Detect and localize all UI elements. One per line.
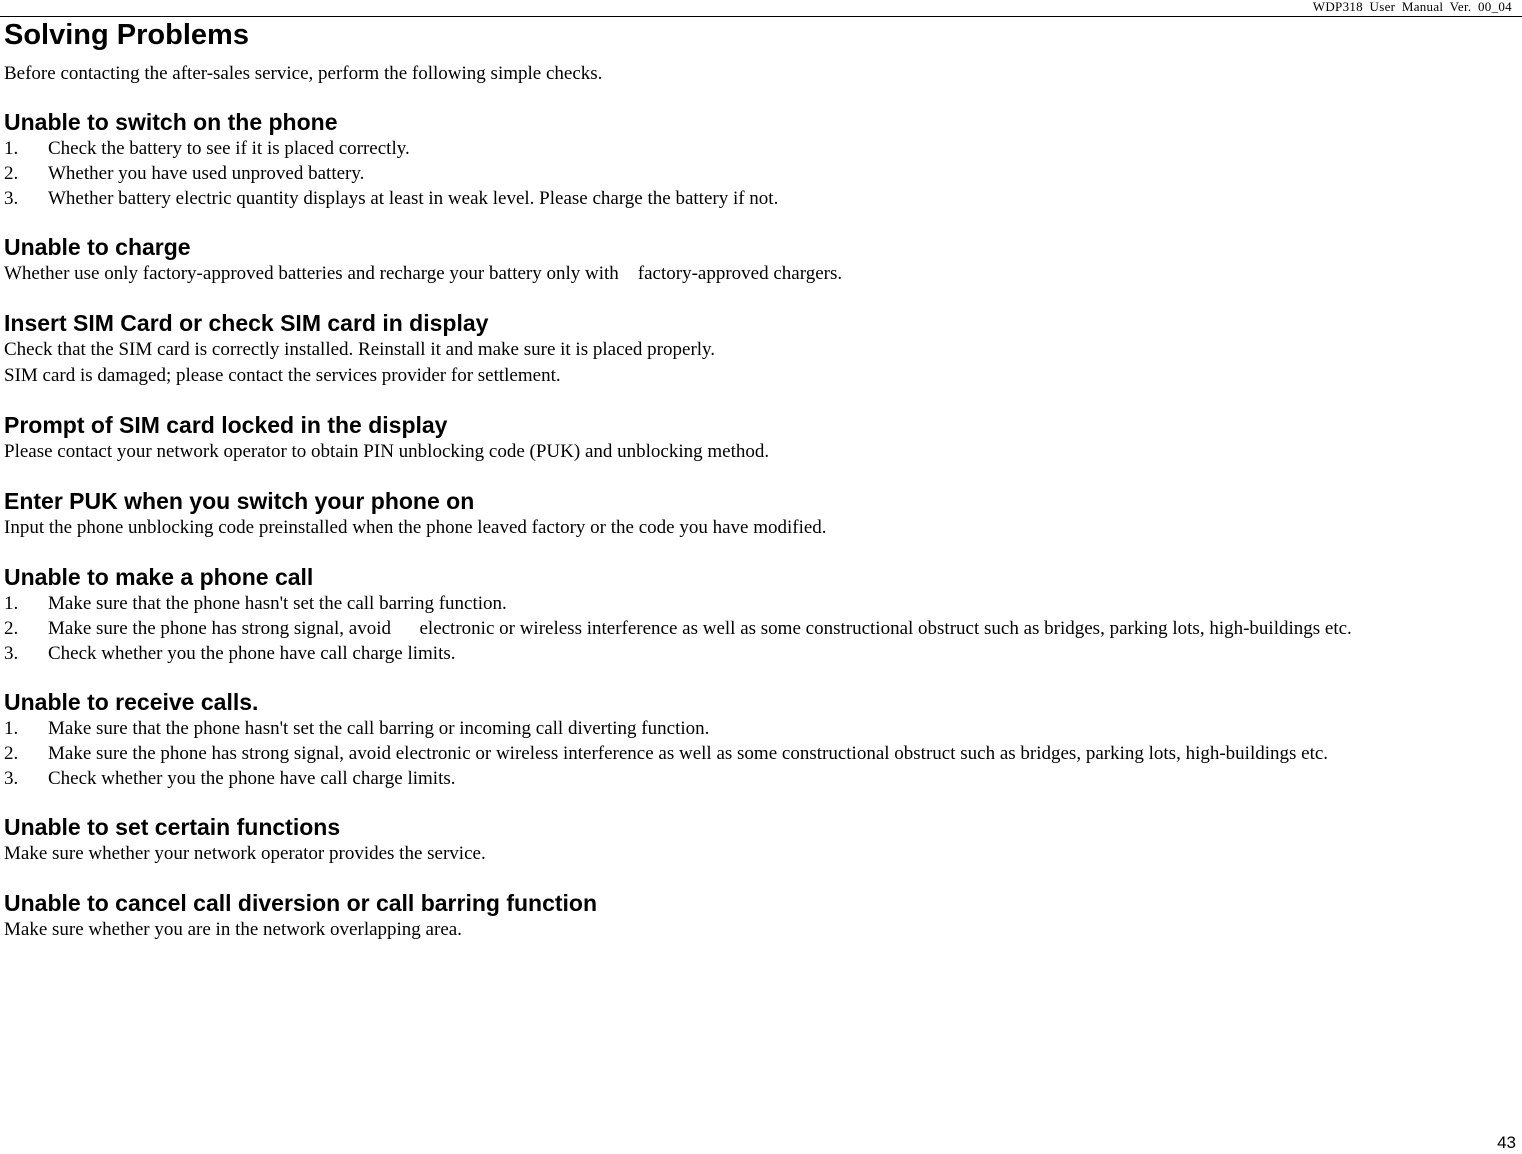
paragraph: SIM card is damaged; please contact the services provider for settlement.	[4, 365, 561, 386]
intro-text: Before contacting the after-sales service, perform the following simple checks.	[4, 63, 603, 84]
section-heading: Unable to cancel call diversion or call barring function	[4, 890, 598, 916]
paragraph: Please contact your network operator to obtain PIN unblocking code (PUK) and unblocking method.	[4, 441, 770, 462]
section-receive-calls	[4, 688, 1518, 791]
section-switch-on	[4, 108, 1518, 211]
list-item: 3. Whether battery electric quantity displays at least in weak level. Please charge the battery if not.	[4, 188, 779, 209]
section-insert-sim	[4, 309, 1518, 389]
paragraph: Check that the SIM card is correctly installed. Reinstall it and make sure it is placed properly.	[4, 339, 716, 360]
page-header	[0, 0, 1522, 17]
paragraph: Input the phone unblocking code preinstalled when the phone leaved factory or the code you have modified.	[4, 517, 827, 538]
section-heading: Unable to set certain functions	[4, 814, 341, 840]
section-enter-puk	[4, 487, 1518, 541]
section-heading: Prompt of SIM card locked in the display	[4, 412, 448, 438]
section-heading: Insert SIM Card or check SIM card in display	[4, 310, 489, 336]
numbered-list	[4, 591, 1518, 666]
list-item: 1. Make sure that the phone hasn't set the call barring or incoming call diverting function.	[4, 718, 710, 739]
section-set-functions	[4, 813, 1518, 867]
section-sim-locked	[4, 411, 1518, 465]
numbered-list	[4, 136, 1518, 211]
page-number: 43	[1497, 1133, 1516, 1152]
list-item: 3. Check whether you the phone have call charge limits.	[4, 768, 456, 789]
section-heading: Unable to make a phone call	[4, 564, 314, 590]
paragraph: Whether use only factory-approved batteries and recharge your battery only with factory-approved chargers.	[4, 263, 843, 284]
list-item: 3. Check whether you the phone have call charge limits.	[4, 643, 456, 664]
paragraph: Make sure whether you are in the network overlapping area.	[4, 919, 462, 940]
list-item: 2. Whether you have used unproved battery.	[4, 163, 365, 184]
numbered-list	[4, 716, 1518, 791]
list-item: 2. Make sure the phone has strong signal, avoid electronic or wireless interference as well as some constructional obstruct such as bridges, parking lots, high-buildings etc.	[4, 743, 1329, 764]
page-title: Solving Problems	[4, 19, 249, 51]
paragraph: Make sure whether your network operator provides the service.	[4, 843, 486, 864]
section-charge	[4, 233, 1518, 287]
section-cancel-diversion	[4, 889, 1518, 943]
list-item: 2. Make sure the phone has strong signal, avoid electronic or wireless interference as well as some constructional obstruct such as bridges, parking lots, high-buildings etc.	[4, 618, 1352, 639]
section-heading: Unable to charge	[4, 234, 191, 260]
section-heading: Unable to switch on the phone	[4, 109, 338, 135]
section-heading: Unable to receive calls.	[4, 689, 259, 715]
section-make-call	[4, 563, 1518, 666]
document-body	[4, 17, 1518, 943]
list-item: 1. Check the battery to see if it is placed correctly.	[4, 138, 410, 159]
list-item: 1. Make sure that the phone hasn't set the call barring function.	[4, 593, 507, 614]
manual-label: WDP318 User Manual Ver. 00_04	[1312, 0, 1512, 14]
section-heading: Enter PUK when you switch your phone on	[4, 488, 475, 514]
